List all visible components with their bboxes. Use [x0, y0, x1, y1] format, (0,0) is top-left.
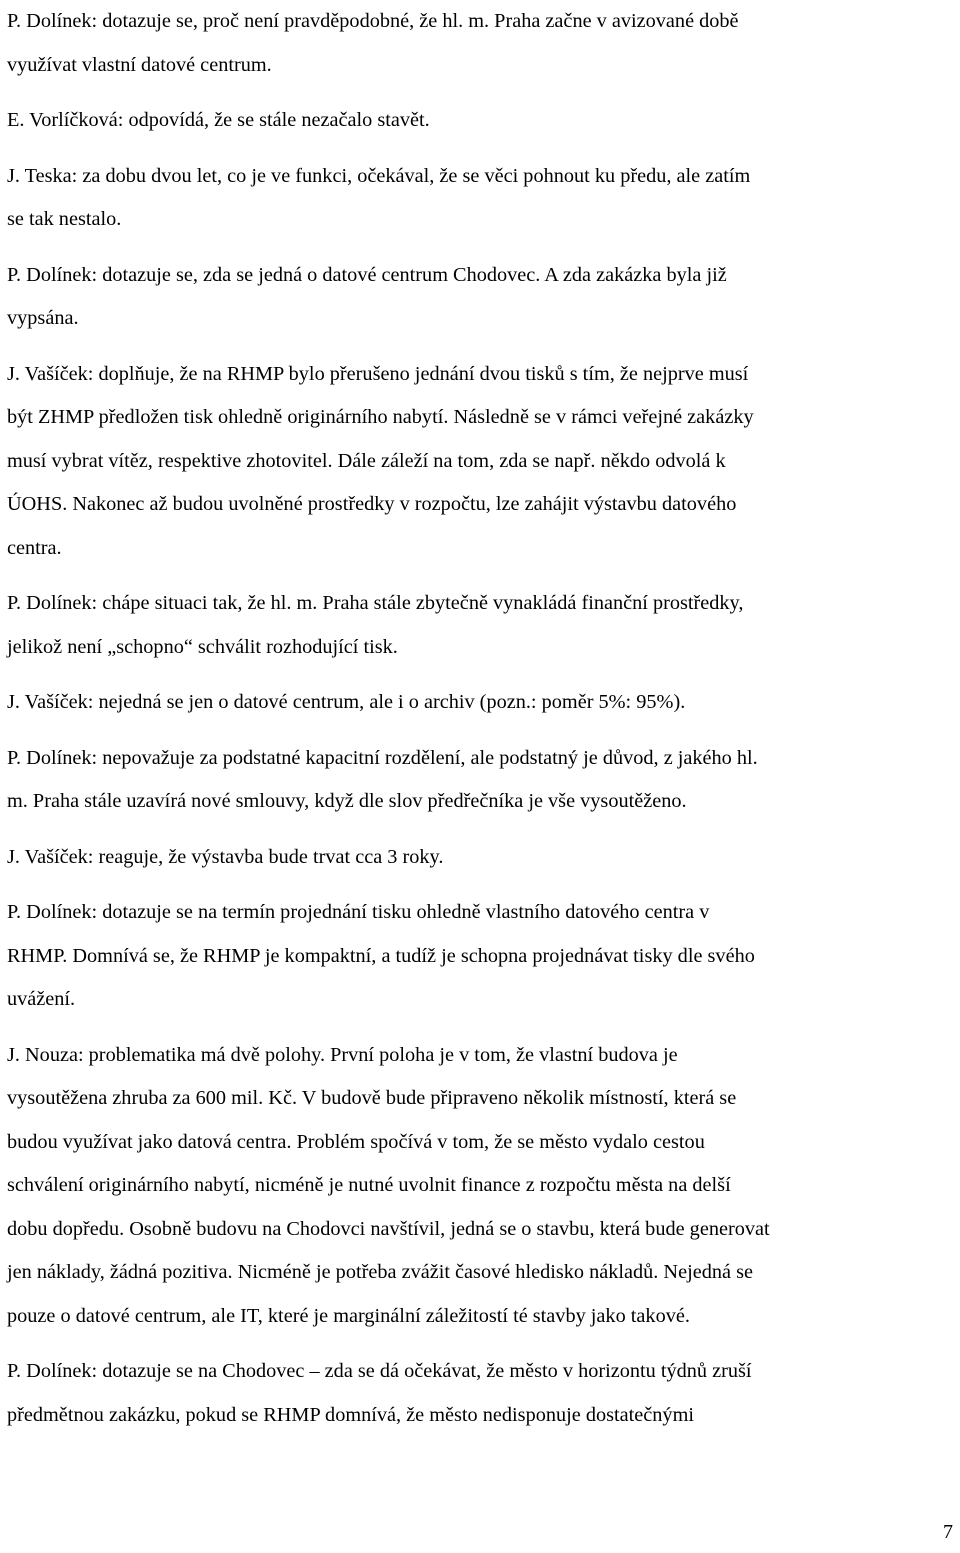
paragraph-dolinek-4 [7, 737, 953, 824]
text-line: J. Nouza: problematika má dvě polohy. První poloha je v tom, že vlastní budova je [7, 1043, 678, 1066]
paragraph-vasicek-3 [7, 836, 953, 880]
text-line: P. Dolínek: dotazuje se na termín projednání tisku ohledně vlastního datového centra v [7, 901, 710, 923]
text-line: vypsána. [7, 307, 79, 329]
paragraph-vorlickova [7, 99, 953, 143]
text-line: m. Praha stále uzavírá nové smlouvy, když dle slov předřečníka je vše vysoutěženo. [7, 790, 687, 812]
paragraph-dolinek-2 [7, 254, 953, 341]
page-number: 7 [943, 1521, 953, 1543]
text-line: E. Vorlíčková: odpovídá, že se stále nezačalo stavět. [7, 109, 430, 131]
text-line: J. Vašíček: nejedná se jen o datové centrum, ale i o archiv (pozn.: poměr 5%: 95%). [7, 691, 686, 713]
text-line: P. Dolínek: dotazuje se, zda se jedná o datové centrum Chodovec. A zda zakázka byla již [7, 263, 727, 286]
document-body [7, 0, 953, 1437]
paragraph-dolinek-5 [7, 891, 953, 1022]
text-line: J. Vašíček: reaguje, že výstavba bude trvat cca 3 roky. [7, 845, 444, 868]
text-line: dobu dopředu. Osobně budovu na Chodovci navštívil, jedná se o stavbu, která bude generovat [7, 1217, 770, 1240]
text-line: být ZHMP předložen tisk ohledně originárního nabytí. Následně se v rámci veřejné zakázky [7, 406, 754, 428]
text-line: pouze o datové centrum, ale IT, které je marginální záležitostí té stavby jako takové. [7, 1304, 690, 1327]
paragraph-vasicek-1 [7, 353, 953, 571]
text-line: RHMP. Domnívá se, že RHMP je kompaktní, a tudíž je schopna projednávat tisky dle svého [7, 944, 755, 967]
paragraph-vasicek-2 [7, 681, 953, 725]
text-line: P. Dolínek: chápe situaci tak, že hl. m. Praha stále zbytečně vynakládá finanční prostředky, [7, 592, 744, 614]
text-line: se tak nestalo. [7, 208, 122, 230]
text-line: uvážení. [7, 988, 76, 1010]
paragraph-nouza [7, 1034, 953, 1339]
text-line: jelikož není „schopno“ schválit rozhodující tisk. [7, 635, 398, 658]
text-line: P. Dolínek: nepovažuje za podstatné kapacitní rozdělení, ale podstatný je důvod, z jakého hl. [7, 746, 758, 769]
text-line: centra. [7, 536, 62, 559]
text-line: J. Teska: za dobu dvou let, co je ve funkci, očekával, že se věci pohnout ku předu, ale zatím [7, 164, 751, 187]
text-line: budou využívat jako datová centra. Problém spočívá v tom, že se město vydalo cestou [7, 1130, 705, 1153]
text-line: vysoutěžena zhruba za 600 mil. Kč. V budově bude připraveno několik místností, která se [7, 1087, 737, 1109]
text-line: ÚOHS. Nakonec až budou uvolněné prostředky v rozpočtu, lze zahájit výstavbu datového [7, 493, 737, 515]
paragraph-dolinek-1 [7, 0, 953, 87]
text-line: P. Dolínek: dotazuje se, proč není pravděpodobné, že hl. m. Praha začne v avizované době [7, 10, 739, 32]
paragraph-dolinek-3 [7, 582, 953, 669]
text-line: využívat vlastní datové centrum. [7, 53, 272, 76]
text-line: schválení originárního nabytí, nicméně je nutné uvolnit finance z rozpočtu města na delší [7, 1174, 731, 1196]
text-line: P. Dolínek: dotazuje se na Chodovec – zda se dá očekávat, že město v horizontu týdnů zruší [7, 1360, 752, 1382]
text-line: musí vybrat vítěz, respektive zhotovitel. Dále záleží na tom, zda se např. někdo odvolá k [7, 449, 726, 472]
paragraph-teska [7, 155, 953, 242]
text-line: jen náklady, žádná pozitiva. Nicméně je potřeba zvážit časové hledisko nákladů. Nejedná se [7, 1261, 753, 1283]
text-line: předmětnou zakázku, pokud se RHMP domnívá, že město nedisponuje dostatečnými [7, 1403, 694, 1426]
paragraph-dolinek-6 [7, 1350, 953, 1437]
text-line: J. Vašíček: doplňuje, že na RHMP bylo přerušeno jednání dvou tisků s tím, že nejprve musí [7, 362, 749, 385]
